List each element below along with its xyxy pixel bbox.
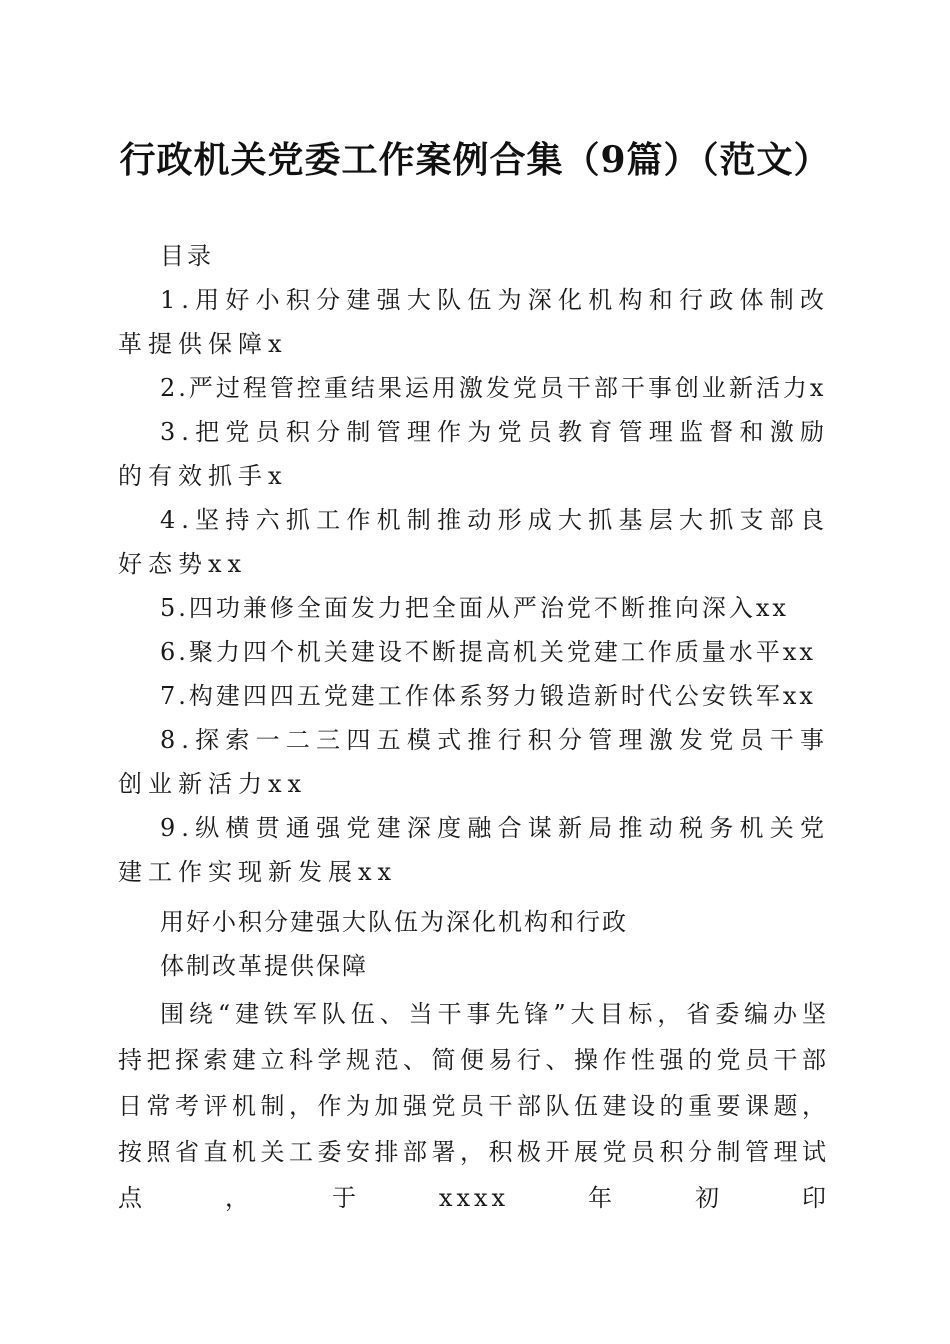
body-paragraph — [118, 991, 830, 1221]
toc-item-3[interactable]: 3.把党员积分制管理作为党员教育管理监督和激励的有效抓手x — [118, 418, 830, 490]
toc-heading: 目录 — [160, 242, 214, 270]
toc-item-2[interactable]: 2.严过程管控重结果运用激发党员干部干事创业新活力x — [160, 374, 827, 402]
toc-item-8[interactable]: 8.探索一二三四五模式推行积分管理激发党员干事创业新活力xx — [118, 726, 830, 798]
toc-item-9[interactable]: 9.纵横贯通强党建深度融合谋新局推动税务机关党建工作实现新发展xx — [118, 814, 830, 886]
article-title-line-1: 用好小积分建强大队伍为深化机构和行政 — [160, 908, 628, 936]
body-paragraph-text: 围绕“建铁军队伍、当干事先锋”大目标，省委编办坚持把探索建立科学规范、简便易行、操作性强的党员干部日常考评机制，作为加强党员干部队伍建设的重要课题，按照省直机关工委安排部署，积极开展党员积分制管理试点，于xxxx年初印 — [118, 1000, 830, 1212]
toc-item-4[interactable]: 4.坚持六抓工作机制推动形成大抓基层大抓支部良好态势xx — [118, 506, 830, 578]
document-title: 行政机关党委工作案例合集（9篇）（范文） — [119, 139, 831, 181]
table-of-contents — [118, 278, 830, 894]
toc-item-1[interactable]: 1.用好小积分建强大队伍为深化机构和行政体制改革提供保障x — [118, 286, 830, 358]
toc-item-5[interactable]: 5.四功兼修全面发力把全面从严治党不断推向深入xx — [160, 594, 789, 622]
toc-item-6[interactable]: 6.聚力四个机关建设不断提高机关党建工作质量水平xx — [160, 638, 816, 666]
toc-item-7[interactable]: 7.构建四四五党建工作体系努力锻造新时代公安铁军xx — [160, 682, 816, 710]
article-title-line-2: 体制改革提供保障 — [160, 952, 368, 980]
article-title — [118, 900, 830, 988]
